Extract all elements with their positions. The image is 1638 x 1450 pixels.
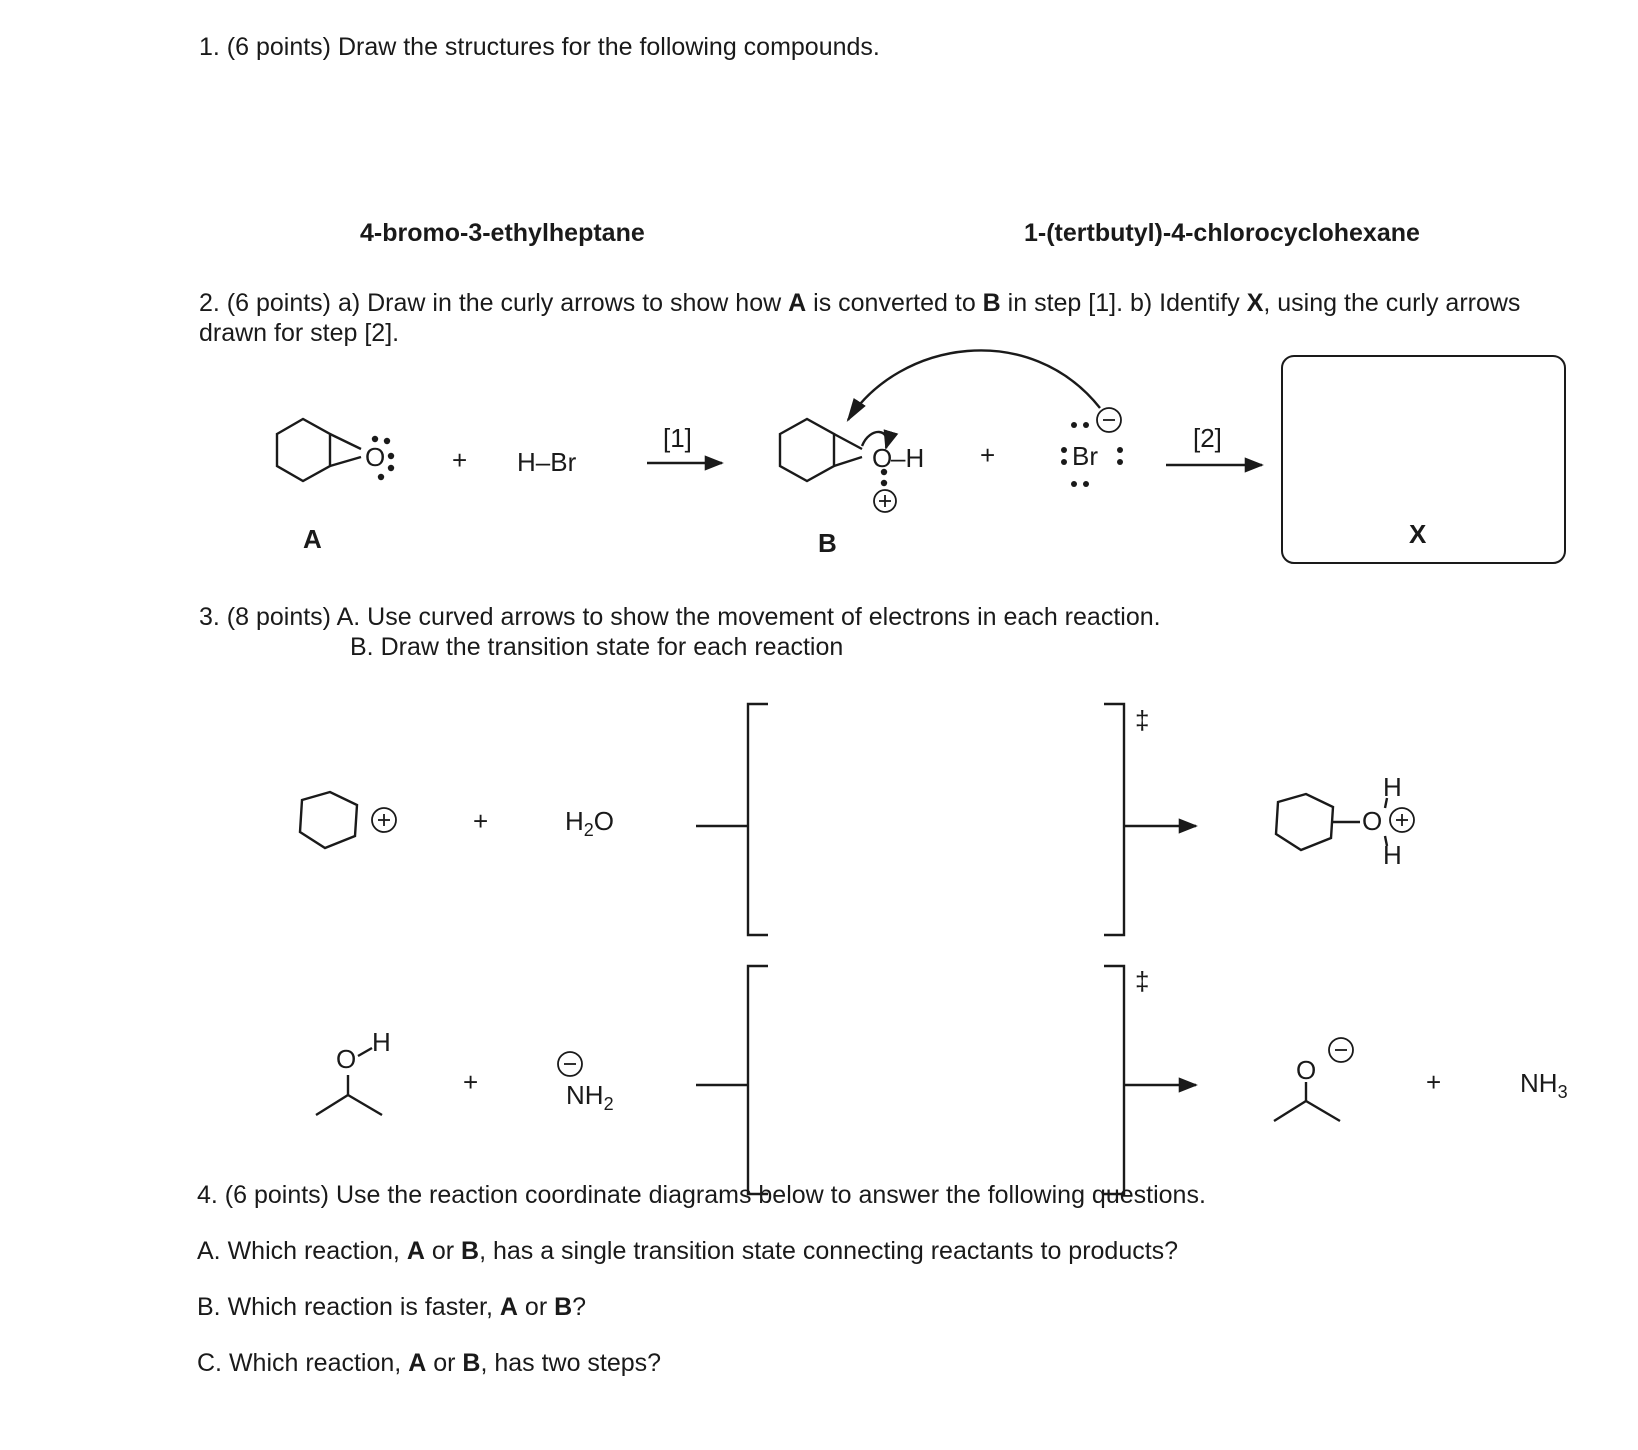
q1-text: Draw the structures for the following compounds. [337, 33, 880, 61]
ts-bracket-right-2 [1104, 966, 1124, 1194]
dagger-2: ‡ [1135, 966, 1150, 996]
molecule-A-ring [277, 419, 361, 481]
plus-sign-q2-2: + [980, 440, 996, 470]
question-4-intro: 4. (6 points) Use the reaction coordinate diagrams below to answer the following questions. [197, 1181, 1206, 1209]
label-A: A [303, 524, 322, 554]
q2-text-b: is converted to [806, 289, 983, 317]
q4b-B: B [554, 1293, 573, 1321]
q4b-or: or [517, 1293, 555, 1321]
dagger-1: ‡ [1135, 705, 1150, 735]
q2-bold-A: A [788, 289, 807, 317]
q4c-pre: C. Which reaction, [197, 1349, 409, 1377]
curved-arrow-bromide [848, 350, 1100, 420]
plus-sign-q3-2: + [463, 1067, 479, 1097]
molecule-B-ring [780, 419, 862, 481]
lone-pair-dots [372, 422, 1123, 487]
q2-text-d: , using the curly arrows [1263, 289, 1521, 317]
q2-bold-B: B [982, 289, 1001, 317]
amide-NH: NH [566, 1080, 604, 1110]
hydrogen-B: –H [891, 443, 925, 473]
oxonium-O: O [1362, 806, 1383, 836]
ts-bracket-left-1 [748, 704, 768, 935]
q2-text-a: 2. (6 points) a) Draw in the curly arrows to show how [199, 289, 789, 317]
water-subscript: 2 [583, 820, 594, 840]
q4b-A: A [499, 1293, 518, 1321]
q2-text-c: in step [1]. b) Identify [1000, 289, 1247, 317]
q4c-or: or [426, 1349, 463, 1377]
plus-sign-q3-3: + [1426, 1067, 1442, 1097]
q1-prefix: 1. (6 points) [199, 33, 338, 61]
water-H: H [565, 806, 584, 836]
step-2-label: [2] [1193, 423, 1222, 453]
question-2-line-2: drawn for step [2]. [199, 319, 400, 347]
q4c-post: , has two steps? [480, 1349, 662, 1377]
plus-sign-q3-1: + [473, 806, 489, 836]
reagent-HBr: H–Br [517, 447, 577, 477]
bromide-ion: Br [1072, 441, 1098, 471]
alkoxide-O: O [1296, 1055, 1317, 1085]
q4b-pre: B. Which reaction is faster, [197, 1293, 500, 1321]
q2-bold-X: X [1246, 289, 1264, 317]
ammonia [1520, 1068, 1568, 1107]
oxonium-H-top: H [1383, 772, 1402, 802]
amide-ion [566, 1080, 614, 1119]
q4a-pre: A. Which reaction, [197, 1237, 407, 1265]
step-1-label: [1] [663, 423, 692, 453]
question-3-line-2: B. Draw the transition state for each reaction [350, 633, 844, 661]
cyclopentyl-cation [300, 792, 357, 848]
alcohol-O: O [336, 1044, 357, 1074]
oxygen-B: O [872, 443, 893, 473]
water-O: O [593, 806, 615, 836]
ts-bracket-right-1 [1104, 704, 1124, 935]
isopropoxide [1274, 1082, 1340, 1121]
compound-name-left: 4-bromo-3-ethylheptane [360, 219, 645, 247]
water [565, 806, 614, 845]
ts-bracket-left-2 [748, 966, 768, 1194]
q4c-A: A [408, 1349, 427, 1377]
plus-sign-q2-1: + [452, 445, 468, 475]
label-B: B [818, 528, 837, 558]
question-3-line-1: 3. (8 points) A. Use curved arrows to show the movement of electrons in each reaction. [199, 603, 1161, 631]
compound-name-right: 1-(tertbutyl)-4-chlorocyclohexane [1024, 219, 1420, 247]
oxonium-H-bottom: H [1383, 840, 1402, 870]
oxygen-A: O [365, 442, 386, 472]
q4a-or: or [424, 1237, 461, 1265]
q4c-B: B [462, 1349, 481, 1377]
ammonia-NH: NH [1520, 1068, 1558, 1098]
label-X: X [1409, 519, 1427, 549]
q4b-post: ? [572, 1293, 587, 1321]
amide-subscript: 2 [603, 1094, 614, 1114]
alcohol-H: H [372, 1027, 391, 1057]
q4a-post: , has a single transition state connecting reactants to products? [479, 1237, 1179, 1265]
q4a-A: A [406, 1237, 425, 1265]
ammonia-subscript: 3 [1557, 1082, 1568, 1102]
q4a-B: B [461, 1237, 480, 1265]
